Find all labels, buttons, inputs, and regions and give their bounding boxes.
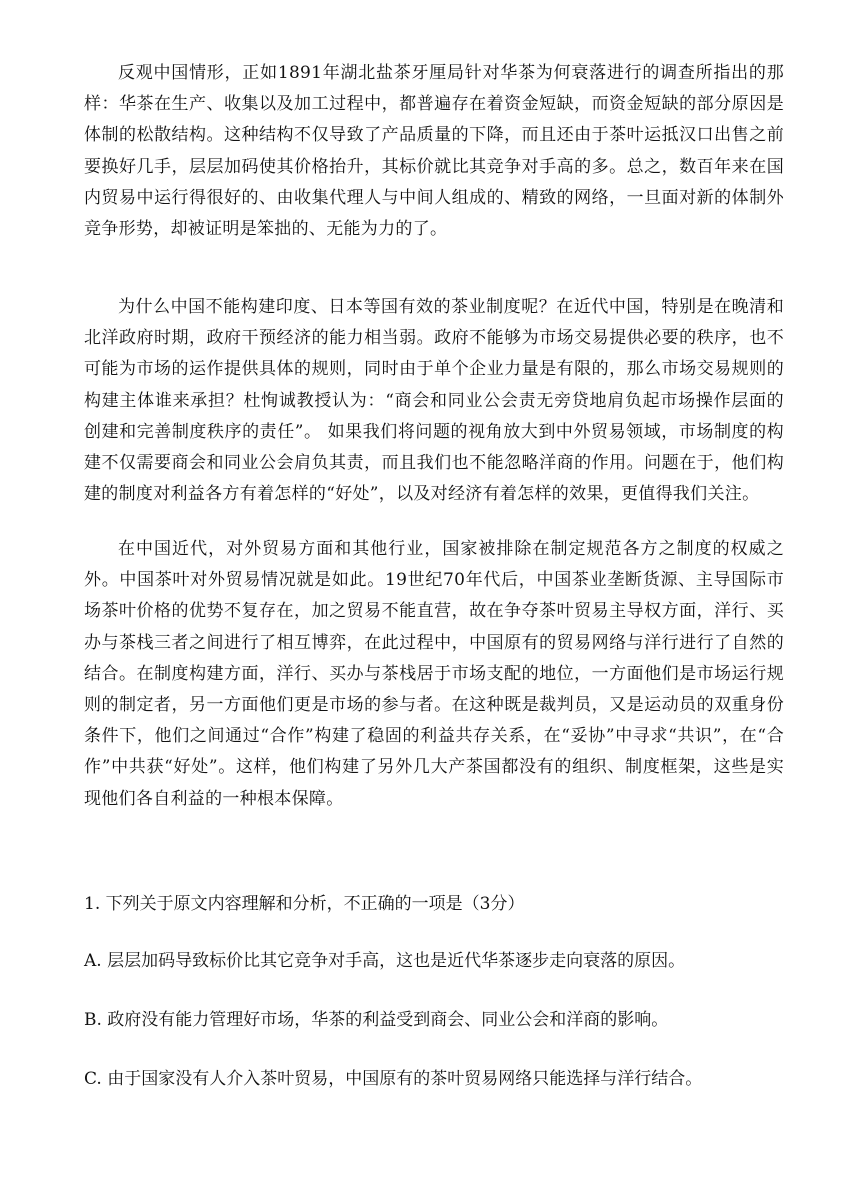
passage-paragraph-3: 在中国近代，对外贸易方面和其他行业，国家被排除在制定规范各方之制度的权威之外。中国茶叶对外贸易情况就是如此。19世纪70年代后，中国茶业垄断货源、主导国际市场茶叶价格的优势不复存在，加之贸易不能直营，故在争夺茶叶贸易主导权方面，洋行、买办与茶栈三者之间进行了相互博弈，在此过程中，中国原有的贸易网络与洋行进行了自然的结合。在制度构建方面，洋行、买办与茶栈居于市场支配的地位，一方面他们是市场运行规则的制定者，另一方面他们更是市场的参与者。在这种既是裁判员，又是运动员的双重身份条件下，他们之间通过“合作”构建了稳固的利益共存关系，在“妥协”中寻求“共识”，在“合作”中共获“好处”。这样，他们构建了另外几大产茶国都没有的组织、制度框架，这些是实现他们各自利益的一种根本保障。 <box>84 539 784 809</box>
passage-paragraph-2: 为什么中国不能构建印度、日本等国有效的茶业制度呢？在近代中国，特别是在晚清和北洋政府时期，政府干预经济的能力相当弱。政府不能够为市场交易提供必要的秩序，也不可能为市场的运作提供具体的规则，同时由于单个企业力量是有限的，那么市场交易规则的构建主体谁来承担？杜恂诚教授认为：“商会和同业公会责无旁贷地肩负起市场操作层面的创建和完善制度秩序的责任”。 如果我们将问题的视角放大到中外贸易领域，市场制度的构建不仅需要商会和同业公会肩负其责，而且我们也不能忽略洋商的作用。问题在于，他们构建的制度对利益各方有着怎样的“好处”，以及对经济有着怎样的效果，更值得我们关注。 <box>84 297 784 505</box>
option-a: A. 层层加码导致标价比其它竞争对手高，这也是近代华茶逐步走向衰落的原因。 <box>84 951 686 971</box>
passage-paragraph-1: 反观中国情形，正如1891年湖北盐茶牙厘局针对华茶为何衰落进行的调查所指出的那样：华茶在生产、收集以及加工过程中，都普遍存在着资金短缺，而资金短缺的部分原因是体制的松散结构。这种结构不仅导致了产品质量的下降，而且还由于茶叶运抵汉口出售之前要换好几手，层层加码使其价格抬升，其标价就比其竞争对手高的多。总之，数百年来在国内贸易中运行得很好的、由收集代理人与中间人组成的、精致的网络，一旦面对新的体制外竞争形势，却被证明是笨拙的、无能为力的了。 <box>84 63 784 240</box>
option-b: B. 政府没有能力管理好市场，华茶的利益受到商会、同业公会和洋商的影响。 <box>84 1010 669 1030</box>
option-c: C. 由于国家没有人介入茶叶贸易，中国原有的茶叶贸易网络只能选择与洋行结合。 <box>84 1069 703 1089</box>
question-stem: 1. 下列关于原文内容理解和分析，不正确的一项是（3分） <box>84 894 525 914</box>
